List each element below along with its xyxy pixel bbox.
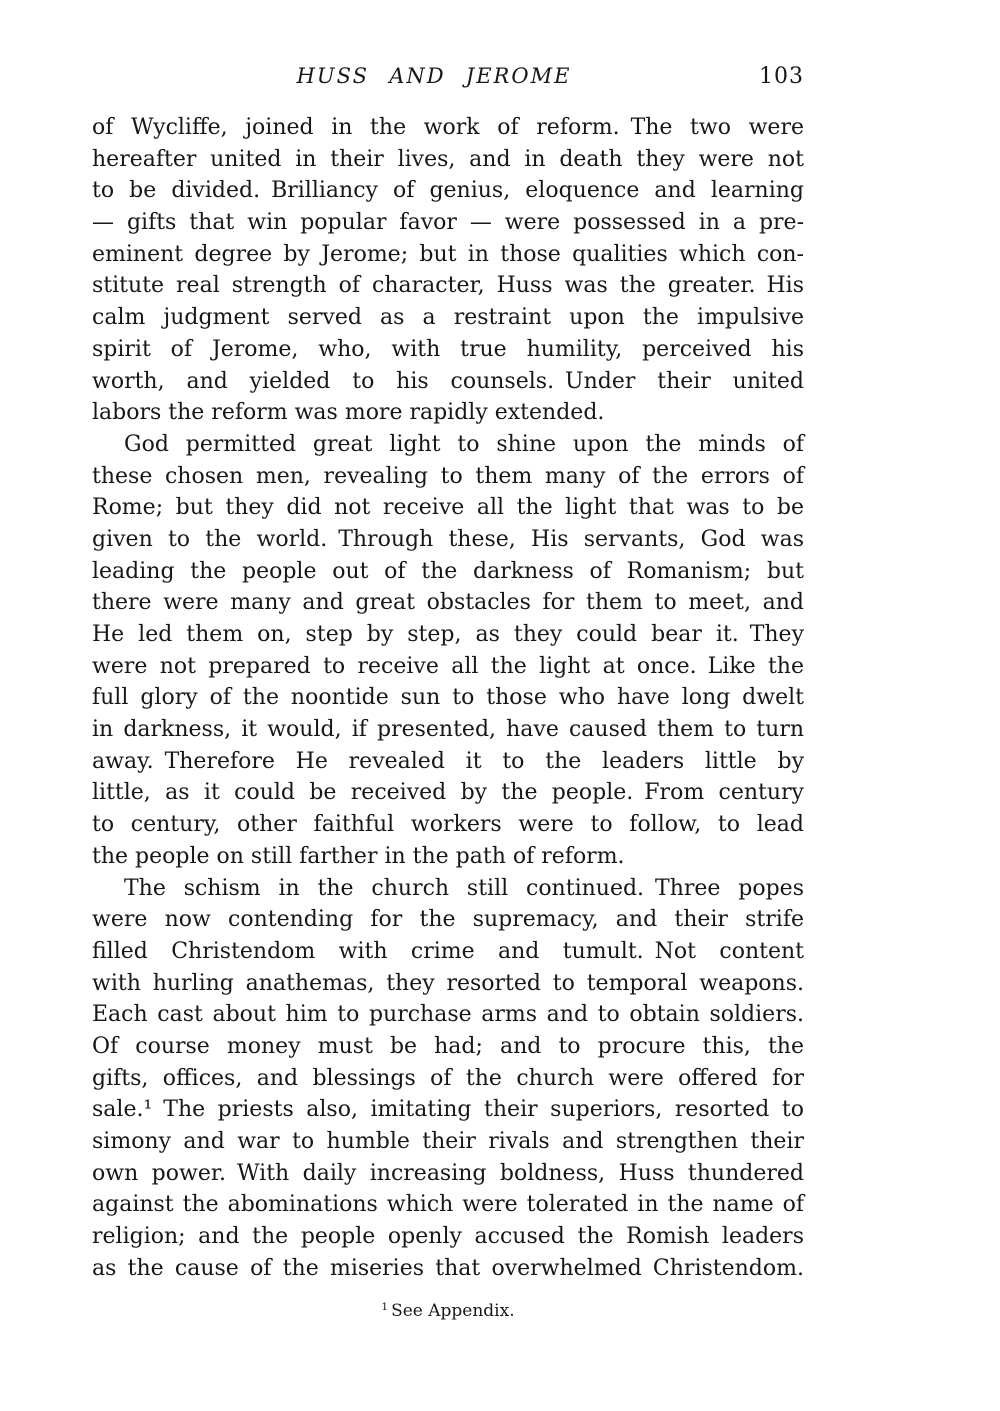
paragraph (92, 429, 804, 873)
text-line: full glory of the noontide sun to those who have long dwelt (92, 685, 804, 711)
text-line: worth, and yielded to his counsels. Under their united (92, 368, 804, 394)
text-line: hereafter united in their lives, and in death they were not (92, 146, 804, 172)
text-line: He led them on, step by step, as they could bear it. They (92, 622, 804, 647)
running-header (92, 64, 804, 92)
text-line: Rome; but they did not receive all the light that was to be (92, 495, 804, 521)
text-line: stitute real strength of character, Huss was the greater. His (92, 273, 804, 299)
page-number: 103 (759, 64, 804, 89)
text-line: own power. With daily increasing boldness, Huss thundered (92, 1160, 804, 1186)
text-line: Of course money must be had; and to procure this, the (92, 1033, 804, 1059)
text-line: to be divided. Brilliancy of genius, eloquence and learning (92, 178, 804, 204)
text-line: spirit of Jerome, who, with true humility, perceived his (92, 336, 804, 362)
text-line: The schism in the church still continued. Three popes (124, 875, 804, 901)
text-line: given to the world. Through these, His servants, God was (92, 526, 804, 552)
text-line: little, as it could be received by the people. From century (92, 780, 804, 806)
text-line: Each cast about him to purchase arms and to obtain soldiers. (92, 1002, 804, 1028)
text-line: away. Therefore He revealed it to the leaders little by (92, 748, 804, 774)
text-line: calm judgment served as a restraint upon the impulsive (92, 305, 804, 331)
text-line: eminent degree by Jerome; but in those qualities which con- (92, 241, 804, 267)
text-line: of Wycliffe, joined in the work of reform. The two were (92, 115, 804, 140)
paragraph (92, 112, 804, 429)
footnote (92, 1299, 804, 1323)
text-line: God permitted great light to shine upon the minds of (124, 431, 804, 457)
chapter-title: HUSS AND JEROME (296, 64, 572, 88)
text-line: the people on still farther in the path of reform. (92, 843, 625, 869)
text-line: to century, other faithful workers were to follow, to lead (92, 812, 804, 838)
text-line: sale.¹ The priests also, imitating their superiors, resorted to (92, 1097, 804, 1123)
text-line: gifts, offices, and blessings of the church were offered for (92, 1065, 804, 1091)
footnote-marker: 1 (381, 1300, 389, 1313)
text-line: labors the reform was more rapidly extended. (92, 400, 605, 426)
text-line: as the cause of the miseries that overwhelmed Christendom. (92, 1255, 804, 1281)
text-line: — gifts that win popular favor — were possessed in a pre- (92, 210, 804, 236)
footnote-text: See Appendix. (391, 1301, 515, 1322)
text-line: were now contending for the supremacy, and their strife (92, 907, 804, 933)
text-line: simony and war to humble their rivals and strengthen their (92, 1129, 804, 1154)
text-line: with hurling anathemas, they resorted to temporal weapons. (92, 970, 804, 996)
text-line: there were many and great obstacles for them to meet, and (92, 590, 804, 616)
text-line: were not prepared to receive all the light at once. Like the (92, 653, 804, 679)
body-text (92, 112, 804, 1323)
text-line: these chosen men, revealing to them many of the errors of (92, 463, 804, 489)
text-line: in darkness, it would, if presented, have caused them to turn (92, 717, 804, 743)
paragraph (92, 873, 804, 1285)
text-line: against the abominations which were tolerated in the name of (92, 1192, 804, 1218)
text-line: filled Christendom with crime and tumult. Not content (92, 938, 804, 964)
text-line: religion; and the people openly accused the Romish leaders (92, 1224, 804, 1250)
text-line: leading the people out of the darkness of Romanism; but (92, 558, 804, 584)
